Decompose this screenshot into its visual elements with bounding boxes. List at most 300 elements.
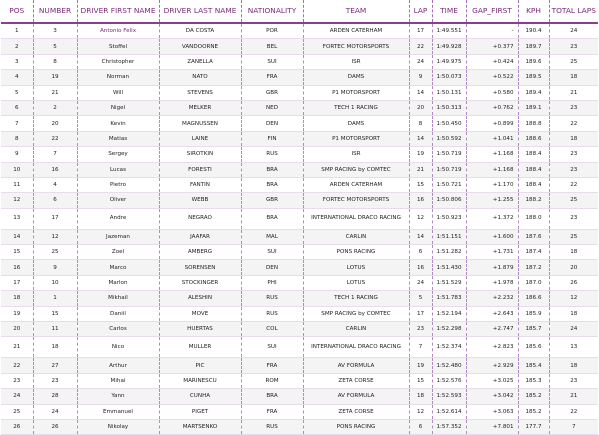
cell-pos: 26: [1, 419, 33, 434]
cell-lap: 21: [409, 162, 432, 177]
cell-driver-last-name: ZANELLA: [159, 54, 241, 69]
cell-kph: 185.9: [518, 306, 549, 321]
cell-driver-last-name: STOCKINGER: [159, 275, 241, 290]
cell-driver-last-name: MARINESCU: [159, 373, 241, 388]
table-row: [1, 23, 598, 39]
cell-team: PONS RACING: [303, 245, 409, 260]
cell-driver-first-name: Will: [77, 85, 159, 100]
cell-total-laps: 22: [549, 404, 598, 419]
cell-gap-first: +1.372: [466, 208, 518, 229]
cell-lap: 16: [409, 193, 432, 208]
cell-number: 4: [33, 177, 77, 192]
cell-total-laps: 24: [549, 23, 598, 39]
cell-driver-last-name: SIROTKIN: [159, 147, 241, 162]
cell-gap-first: +0.424: [466, 54, 518, 69]
cell-team: AV FORMULA: [303, 389, 409, 404]
cell-lap: 16: [409, 260, 432, 275]
table-row: [1, 260, 598, 275]
cell-driver-last-name: FORESTI: [159, 162, 241, 177]
cell-pos: 25: [1, 404, 33, 419]
cell-team: INTERNATIONAL DRACO RACING: [303, 337, 409, 358]
cell-total-laps: 25: [549, 193, 598, 208]
cell-time: 1:49.975: [432, 54, 466, 69]
cell-time: 1:50.719: [432, 147, 466, 162]
cell-kph: 185.3: [518, 373, 549, 388]
cell-number: 27: [33, 358, 77, 373]
cell-time: 1:52.576: [432, 373, 466, 388]
cell-number: 20: [33, 116, 77, 131]
cell-kph: 188.4: [518, 162, 549, 177]
table-row: [1, 322, 598, 337]
cell-lap: 15: [409, 177, 432, 192]
cell-pos: 17: [1, 275, 33, 290]
cell-nationality: RUS: [241, 419, 303, 434]
table-row: [1, 404, 598, 419]
cell-driver-last-name: MULLER: [159, 337, 241, 358]
cell-lap: 17: [409, 23, 432, 39]
cell-driver-last-name: PIC: [159, 358, 241, 373]
cell-total-laps: 25: [549, 229, 598, 244]
cell-lap: 22: [409, 39, 432, 54]
cell-driver-last-name: NATO: [159, 70, 241, 85]
cell-lap: 18: [409, 389, 432, 404]
cell-pos: 4: [1, 70, 33, 85]
cell-pos: 21: [1, 337, 33, 358]
cell-number: 11: [33, 322, 77, 337]
cell-nationality: SUI: [241, 337, 303, 358]
cell-pos: 2: [1, 39, 33, 54]
column-header-lap: LAP: [409, 0, 432, 23]
cell-pos: 19: [1, 306, 33, 321]
cell-number: 5: [33, 39, 77, 54]
cell-gap-first: +1.255: [466, 193, 518, 208]
cell-driver-first-name: Daniil: [77, 306, 159, 321]
cell-time: 1:49.551: [432, 23, 466, 39]
cell-total-laps: 21: [549, 85, 598, 100]
table-row: [1, 389, 598, 404]
cell-total-laps: 22: [549, 116, 598, 131]
table-row: [1, 131, 598, 146]
cell-time: 1:52.593: [432, 389, 466, 404]
column-header-driver-last-name: DRIVER LAST NAME: [159, 0, 241, 23]
cell-number: 6: [33, 193, 77, 208]
cell-driver-first-name: Antonio Felix: [77, 23, 159, 39]
cell-gap-first: +2.823: [466, 337, 518, 358]
table-row: [1, 39, 598, 54]
cell-driver-first-name: Sergey: [77, 147, 159, 162]
cell-team: ZETA CORSE: [303, 404, 409, 419]
cell-team: FORTEC MOTORSPORTS: [303, 39, 409, 54]
cell-pos: 18: [1, 291, 33, 306]
cell-pos: 20: [1, 322, 33, 337]
cell-gap-first: +1.879: [466, 260, 518, 275]
column-header-time: TIME: [432, 0, 466, 23]
cell-total-laps: 26: [549, 275, 598, 290]
cell-kph: 187.0: [518, 275, 549, 290]
table-row: [1, 373, 598, 388]
cell-nationality: COL: [241, 322, 303, 337]
cell-total-laps: 18: [549, 131, 598, 146]
cell-pos: 9: [1, 147, 33, 162]
cell-number: 23: [33, 373, 77, 388]
cell-driver-first-name: Stoffel: [77, 39, 159, 54]
cell-total-laps: 24: [549, 322, 598, 337]
cell-kph: 185.7: [518, 322, 549, 337]
cell-total-laps: 20: [549, 260, 598, 275]
table-row: [1, 208, 598, 229]
cell-driver-last-name: NEGRAO: [159, 208, 241, 229]
cell-team: ARDEN CATERHAM: [303, 177, 409, 192]
cell-gap-first: +3.042: [466, 389, 518, 404]
cell-time: 1:52.614: [432, 404, 466, 419]
cell-team: SMP RACING by COMTEC: [303, 306, 409, 321]
header-row: [1, 0, 598, 23]
cell-total-laps: 23: [549, 208, 598, 229]
cell-total-laps: 23: [549, 162, 598, 177]
cell-gap-first: +2.643: [466, 306, 518, 321]
cell-team: ISR: [303, 54, 409, 69]
cell-kph: 185.2: [518, 404, 549, 419]
cell-driver-last-name: LAINE: [159, 131, 241, 146]
results-table: [1, 0, 598, 435]
cell-pos: 23: [1, 373, 33, 388]
cell-time: 1:50.073: [432, 70, 466, 85]
cell-number: 24: [33, 404, 77, 419]
cell-gap-first: +1.168: [466, 147, 518, 162]
column-header-kph: KPH: [518, 0, 549, 23]
cell-number: 10: [33, 275, 77, 290]
table-row: [1, 100, 598, 115]
cell-number: 7: [33, 147, 77, 162]
cell-driver-first-name: Christopher: [77, 54, 159, 69]
cell-kph: 189.1: [518, 100, 549, 115]
cell-driver-first-name: Norman: [77, 70, 159, 85]
cell-nationality: POR: [241, 23, 303, 39]
cell-driver-first-name: Emmanuel: [77, 404, 159, 419]
cell-driver-first-name: Nigel: [77, 100, 159, 115]
cell-total-laps: 21: [549, 389, 598, 404]
cell-number: 26: [33, 419, 77, 434]
cell-driver-first-name: Yann: [77, 389, 159, 404]
cell-gap-first: +2.929: [466, 358, 518, 373]
cell-nationality: RUS: [241, 147, 303, 162]
cell-team: SMP RACING by COMTEC: [303, 162, 409, 177]
cell-driver-first-name: Jazeman: [77, 229, 159, 244]
cell-kph: 188.4: [518, 177, 549, 192]
cell-team: LOTUS: [303, 260, 409, 275]
column-header-gap-first: GAP_FIRST: [466, 0, 518, 23]
column-header-driver-first-name: DRIVER FIRST NAME: [77, 0, 159, 23]
cell-nationality: FRA: [241, 70, 303, 85]
column-header-pos: POS: [1, 0, 33, 23]
cell-gap-first: +0.899: [466, 116, 518, 131]
cell-driver-first-name: Nikolay: [77, 419, 159, 434]
cell-driver-last-name: DA COSTA: [159, 23, 241, 39]
table-row: [1, 337, 598, 358]
cell-driver-first-name: Nico: [77, 337, 159, 358]
cell-team: ZETA CORSE: [303, 373, 409, 388]
cell-pos: 6: [1, 100, 33, 115]
cell-kph: 189.6: [518, 54, 549, 69]
table-row: [1, 116, 598, 131]
cell-nationality: DEN: [241, 260, 303, 275]
cell-team: P1 MOTORSPORT: [303, 131, 409, 146]
cell-team: P1 MOTORSPORT: [303, 85, 409, 100]
cell-number: 3: [33, 23, 77, 39]
cell-lap: 15: [409, 373, 432, 388]
cell-team: DAMS: [303, 116, 409, 131]
cell-number: 16: [33, 162, 77, 177]
cell-total-laps: 23: [549, 100, 598, 115]
cell-team: ISR: [303, 147, 409, 162]
cell-number: 12: [33, 229, 77, 244]
cell-time: 1:50.806: [432, 193, 466, 208]
cell-nationality: BEL: [241, 39, 303, 54]
cell-team: TECH 1 RACING: [303, 100, 409, 115]
cell-nationality: FIN: [241, 131, 303, 146]
cell-pos: 3: [1, 54, 33, 69]
cell-lap: 8: [409, 116, 432, 131]
cell-gap-first: -: [466, 23, 518, 39]
cell-driver-last-name: FANTIN: [159, 177, 241, 192]
table-row: [1, 306, 598, 321]
cell-gap-first: +7.801: [466, 419, 518, 434]
cell-pos: 12: [1, 193, 33, 208]
cell-driver-first-name: Marlon: [77, 275, 159, 290]
cell-nationality: FRA: [241, 404, 303, 419]
cell-lap: 24: [409, 54, 432, 69]
cell-number: 18: [33, 337, 77, 358]
cell-time: 1:50.131: [432, 85, 466, 100]
cell-nationality: MAL: [241, 229, 303, 244]
cell-nationality: ROM: [241, 373, 303, 388]
cell-driver-first-name: Andre: [77, 208, 159, 229]
cell-driver-last-name: CUNHA: [159, 389, 241, 404]
cell-number: 8: [33, 54, 77, 69]
cell-kph: 185.6: [518, 337, 549, 358]
cell-kph: 189.5: [518, 70, 549, 85]
cell-lap: 12: [409, 208, 432, 229]
cell-lap: 23: [409, 322, 432, 337]
cell-kph: 177.7: [518, 419, 549, 434]
column-header-nationality: NATIONALITY: [241, 0, 303, 23]
cell-driver-first-name: Marco: [77, 260, 159, 275]
column-header-number: NUMBER: [33, 0, 77, 23]
cell-total-laps: 7: [549, 419, 598, 434]
cell-driver-first-name: Zoel: [77, 245, 159, 260]
cell-nationality: BRA: [241, 389, 303, 404]
cell-nationality: NED: [241, 100, 303, 115]
table-row: [1, 85, 598, 100]
cell-nationality: FRA: [241, 358, 303, 373]
cell-nationality: GBR: [241, 193, 303, 208]
cell-gap-first: +0.377: [466, 39, 518, 54]
cell-driver-last-name: MARTSENKO: [159, 419, 241, 434]
cell-team: TECH 1 RACING: [303, 291, 409, 306]
cell-nationality: PHI: [241, 275, 303, 290]
cell-lap: 24: [409, 275, 432, 290]
cell-number: 2: [33, 100, 77, 115]
cell-kph: 189.4: [518, 85, 549, 100]
cell-number: 25: [33, 245, 77, 260]
column-header-total-laps: TOTAL LAPS: [549, 0, 598, 23]
table-header: [1, 0, 598, 23]
cell-kph: 187.4: [518, 245, 549, 260]
cell-time: 1:50.313: [432, 100, 466, 115]
cell-driver-last-name: VANDOORNE: [159, 39, 241, 54]
cell-kph: 189.7: [518, 39, 549, 54]
cell-driver-first-name: Carlos: [77, 322, 159, 337]
cell-time: 1:51.282: [432, 245, 466, 260]
cell-kph: 188.4: [518, 147, 549, 162]
cell-gap-first: +3.063: [466, 404, 518, 419]
cell-time: 1:50.450: [432, 116, 466, 131]
cell-time: 1:50.923: [432, 208, 466, 229]
cell-driver-last-name: MOVE: [159, 306, 241, 321]
cell-driver-first-name: Matias: [77, 131, 159, 146]
cell-lap: 14: [409, 131, 432, 146]
cell-kph: 188.0: [518, 208, 549, 229]
cell-kph: 190.4: [518, 23, 549, 39]
cell-time: 1:49.928: [432, 39, 466, 54]
cell-kph: 185.4: [518, 358, 549, 373]
table-row: [1, 177, 598, 192]
cell-kph: 185.2: [518, 389, 549, 404]
cell-team: INTERNATIONAL DRACO RACING: [303, 208, 409, 229]
cell-number: 21: [33, 85, 77, 100]
cell-pos: 14: [1, 229, 33, 244]
cell-lap: 7: [409, 337, 432, 358]
cell-time: 1:52.374: [432, 337, 466, 358]
cell-number: 19: [33, 70, 77, 85]
cell-gap-first: +1.600: [466, 229, 518, 244]
table-row: [1, 358, 598, 373]
cell-team: CARLIN: [303, 229, 409, 244]
table-row: [1, 229, 598, 244]
cell-nationality: RUS: [241, 291, 303, 306]
cell-time: 1:52.298: [432, 322, 466, 337]
cell-pos: 15: [1, 245, 33, 260]
cell-kph: 188.2: [518, 193, 549, 208]
cell-driver-last-name: MAGNUSSEN: [159, 116, 241, 131]
cell-kph: 187.2: [518, 260, 549, 275]
table-row: [1, 291, 598, 306]
cell-gap-first: +1.168: [466, 162, 518, 177]
cell-gap-first: +1.978: [466, 275, 518, 290]
cell-team: CARLIN: [303, 322, 409, 337]
cell-time: 1:52.480: [432, 358, 466, 373]
cell-kph: 188.6: [518, 131, 549, 146]
cell-team: AV FORMULA: [303, 358, 409, 373]
cell-driver-last-name: WEBB: [159, 193, 241, 208]
table-row: [1, 70, 598, 85]
cell-driver-last-name: SORENSEN: [159, 260, 241, 275]
table-row: [1, 54, 598, 69]
cell-time: 1:51.783: [432, 291, 466, 306]
cell-total-laps: 18: [549, 358, 598, 373]
cell-total-laps: 13: [549, 337, 598, 358]
cell-driver-last-name: JAAFAR: [159, 229, 241, 244]
cell-gap-first: +1.041: [466, 131, 518, 146]
cell-pos: 7: [1, 116, 33, 131]
cell-gap-first: +0.580: [466, 85, 518, 100]
cell-number: 28: [33, 389, 77, 404]
cell-total-laps: 23: [549, 147, 598, 162]
cell-nationality: BRA: [241, 208, 303, 229]
cell-time: 1:50.721: [432, 177, 466, 192]
cell-time: 1:51.430: [432, 260, 466, 275]
cell-driver-first-name: Oliver: [77, 193, 159, 208]
cell-lap: 6: [409, 245, 432, 260]
cell-driver-last-name: PIGET: [159, 404, 241, 419]
cell-total-laps: 18: [549, 245, 598, 260]
cell-driver-last-name: STEVENS: [159, 85, 241, 100]
cell-driver-first-name: Mikhail: [77, 291, 159, 306]
cell-team: PONS RACING: [303, 419, 409, 434]
cell-lap: 9: [409, 70, 432, 85]
column-header-team: TEAM: [303, 0, 409, 23]
cell-lap: 19: [409, 147, 432, 162]
cell-number: 1: [33, 291, 77, 306]
cell-nationality: GBR: [241, 85, 303, 100]
cell-total-laps: 18: [549, 70, 598, 85]
cell-number: 15: [33, 306, 77, 321]
cell-pos: 8: [1, 131, 33, 146]
cell-total-laps: 25: [549, 54, 598, 69]
cell-number: 22: [33, 131, 77, 146]
cell-time: 1:57.352: [432, 419, 466, 434]
cell-lap: 20: [409, 100, 432, 115]
cell-pos: 24: [1, 389, 33, 404]
cell-pos: 22: [1, 358, 33, 373]
cell-lap: 14: [409, 229, 432, 244]
cell-time: 1:51.151: [432, 229, 466, 244]
table-body: [1, 23, 598, 435]
cell-pos: 11: [1, 177, 33, 192]
table-row: [1, 147, 598, 162]
cell-pos: 5: [1, 85, 33, 100]
cell-pos: 1: [1, 23, 33, 39]
cell-lap: 17: [409, 306, 432, 321]
cell-nationality: DEN: [241, 116, 303, 131]
cell-driver-last-name: HUERTAS: [159, 322, 241, 337]
cell-driver-last-name: MELKER: [159, 100, 241, 115]
cell-gap-first: +1.170: [466, 177, 518, 192]
cell-driver-last-name: AMBERG: [159, 245, 241, 260]
cell-total-laps: 23: [549, 39, 598, 54]
table-row: [1, 193, 598, 208]
cell-total-laps: 22: [549, 177, 598, 192]
cell-total-laps: 12: [549, 291, 598, 306]
cell-total-laps: 18: [549, 306, 598, 321]
cell-team: FORTEC MOTORSPORTS: [303, 193, 409, 208]
cell-gap-first: +0.762: [466, 100, 518, 115]
cell-number: 9: [33, 260, 77, 275]
cell-nationality: RUS: [241, 306, 303, 321]
cell-pos: 13: [1, 208, 33, 229]
cell-nationality: SUI: [241, 54, 303, 69]
cell-nationality: BRA: [241, 177, 303, 192]
cell-driver-first-name: Arthur: [77, 358, 159, 373]
cell-pos: 16: [1, 260, 33, 275]
cell-gap-first: +2.747: [466, 322, 518, 337]
cell-kph: 187.6: [518, 229, 549, 244]
cell-time: 1:52.194: [432, 306, 466, 321]
cell-lap: 5: [409, 291, 432, 306]
cell-time: 1:51.529: [432, 275, 466, 290]
table-row: [1, 419, 598, 434]
cell-lap: 19: [409, 358, 432, 373]
